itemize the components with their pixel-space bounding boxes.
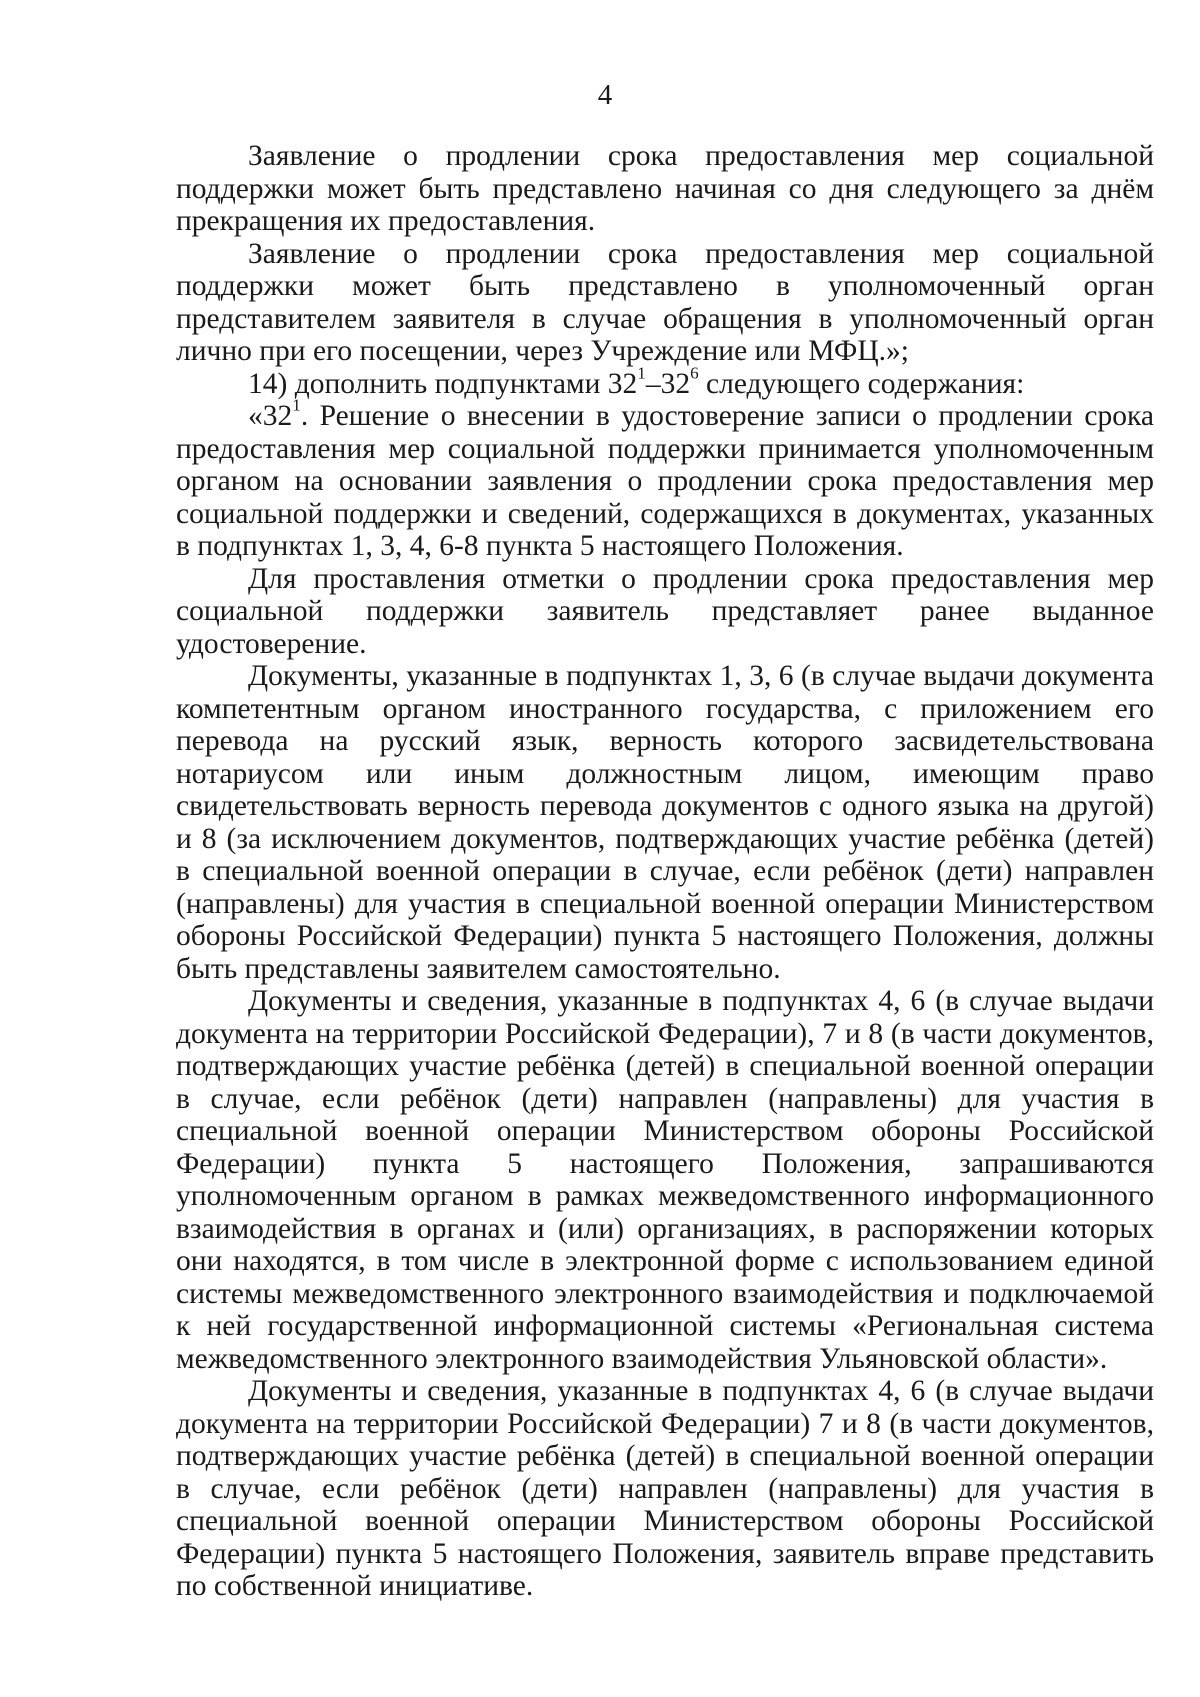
paragraph-certificate-mark: Для проставления отметки о продлении срока предоставления мер социальной поддержки заявитель представляет ранее выданное удостоверение. — [176, 562, 1154, 660]
subclause-32-1-text: . Решение о внесении в удостоверение записи о продлении срока предоставления мер социальной поддержки принимается уполномоченным органом на основании заявления о продлении срока предоставления мер социальной поддержки и сведений, содержащихся в документах, указанных в подпунктах 1, 3, 4, 6-8 пункта 5 настоящего Положения. — [176, 400, 1154, 562]
paragraph-application-submission-start: Заявление о продлении срока предоставления мер социальной поддержки может быть представлено начиная со дня следующего за днём прекращения их предоставления. — [176, 140, 1154, 237]
amendment-14-text-start: 14) дополнить подпунктами 32 — [248, 367, 638, 400]
page-number: 4 — [597, 79, 613, 111]
subclause-number-text: «32 — [248, 400, 293, 432]
paragraph-subclause-32-1 — [176, 395, 1154, 563]
superscript-1: 1 — [292, 395, 301, 415]
paragraph-documents-requested-interagency: Документы и сведения, указанные в подпунктах 4, 6 (в случае выдачи документа на территории Российской Федерации), 7 и 8 (в части документов, подтверждающих участие ребёнка (детей) в специальной военной операции в случае, если ребёнок (дети) направлен (направлены) для участия в специальной военной операции Министерством обороны Российской Федерации) пункта 5 настоящего Положения, запрашиваются уполномоченным органом в рамках межведомственного информационного взаимодействия в органах и (или) организациях, в распоряжении которых они находятся, в том числе в электронной форме с использованием единой системы межведомственного электронного взаимодействия и подключаемой к ней государственной информационной системы «Региональная система межведомственного электронного взаимодействия Ульяновской области». — [176, 985, 1154, 1375]
amendment-14-text-end: следующего содержания: — [698, 367, 1025, 400]
paragraph-amendment-14 — [176, 362, 1154, 401]
superscript-1: 1 — [637, 362, 646, 382]
amendment-14-text-middle: –32 — [645, 367, 691, 400]
paragraph-documents-own-initiative: Документы и сведения, указанные в подпунктах 4, 6 (в случае выдачи документа на территории Российской Федерации) 7 и 8 (в части документов, подтверждающих участие ребёнка (детей) в специальной военной операции в случае, если ребёнок (дети) направлен (направлены) для участия в специальной военной операции Министерством обороны Российской Федерации) пункта 5 настоящего Положения, заявитель вправе представить по собственной инициативе. — [176, 1375, 1154, 1602]
paragraph-application-via-representative: Заявление о продлении срока предоставления мер социальной поддержки может быть представлено в уполномоченный орган представителем заявителя в случае обращения в уполномоченный орган лично при его посещении, через Учреждение или МФЦ.»; — [176, 237, 1154, 367]
paragraph-documents-self-submitted: Документы, указанные в подпунктах 1, 3, 6 (в случае выдачи документа компетентным органом иностранного государства, с приложением его перевода на русский язык, верность которого засвидетельствована нотариусом или иным должностным лицом, имеющим право свидетельствовать верность перевода документов с одного языка на другой) и 8 (за исключением документов, подтверждающих участие ребёнка (детей) в специальной военной операции в случае, если ребёнок (дети) направлен (направлены) для участия в специальной военной операции Министерством обороны Российской Федерации) пункта 5 настоящего Положения, должны быть представлены заявителем самостоятельно. — [176, 660, 1154, 985]
superscript-6: 6 — [690, 362, 699, 382]
document-body — [176, 140, 1154, 1603]
